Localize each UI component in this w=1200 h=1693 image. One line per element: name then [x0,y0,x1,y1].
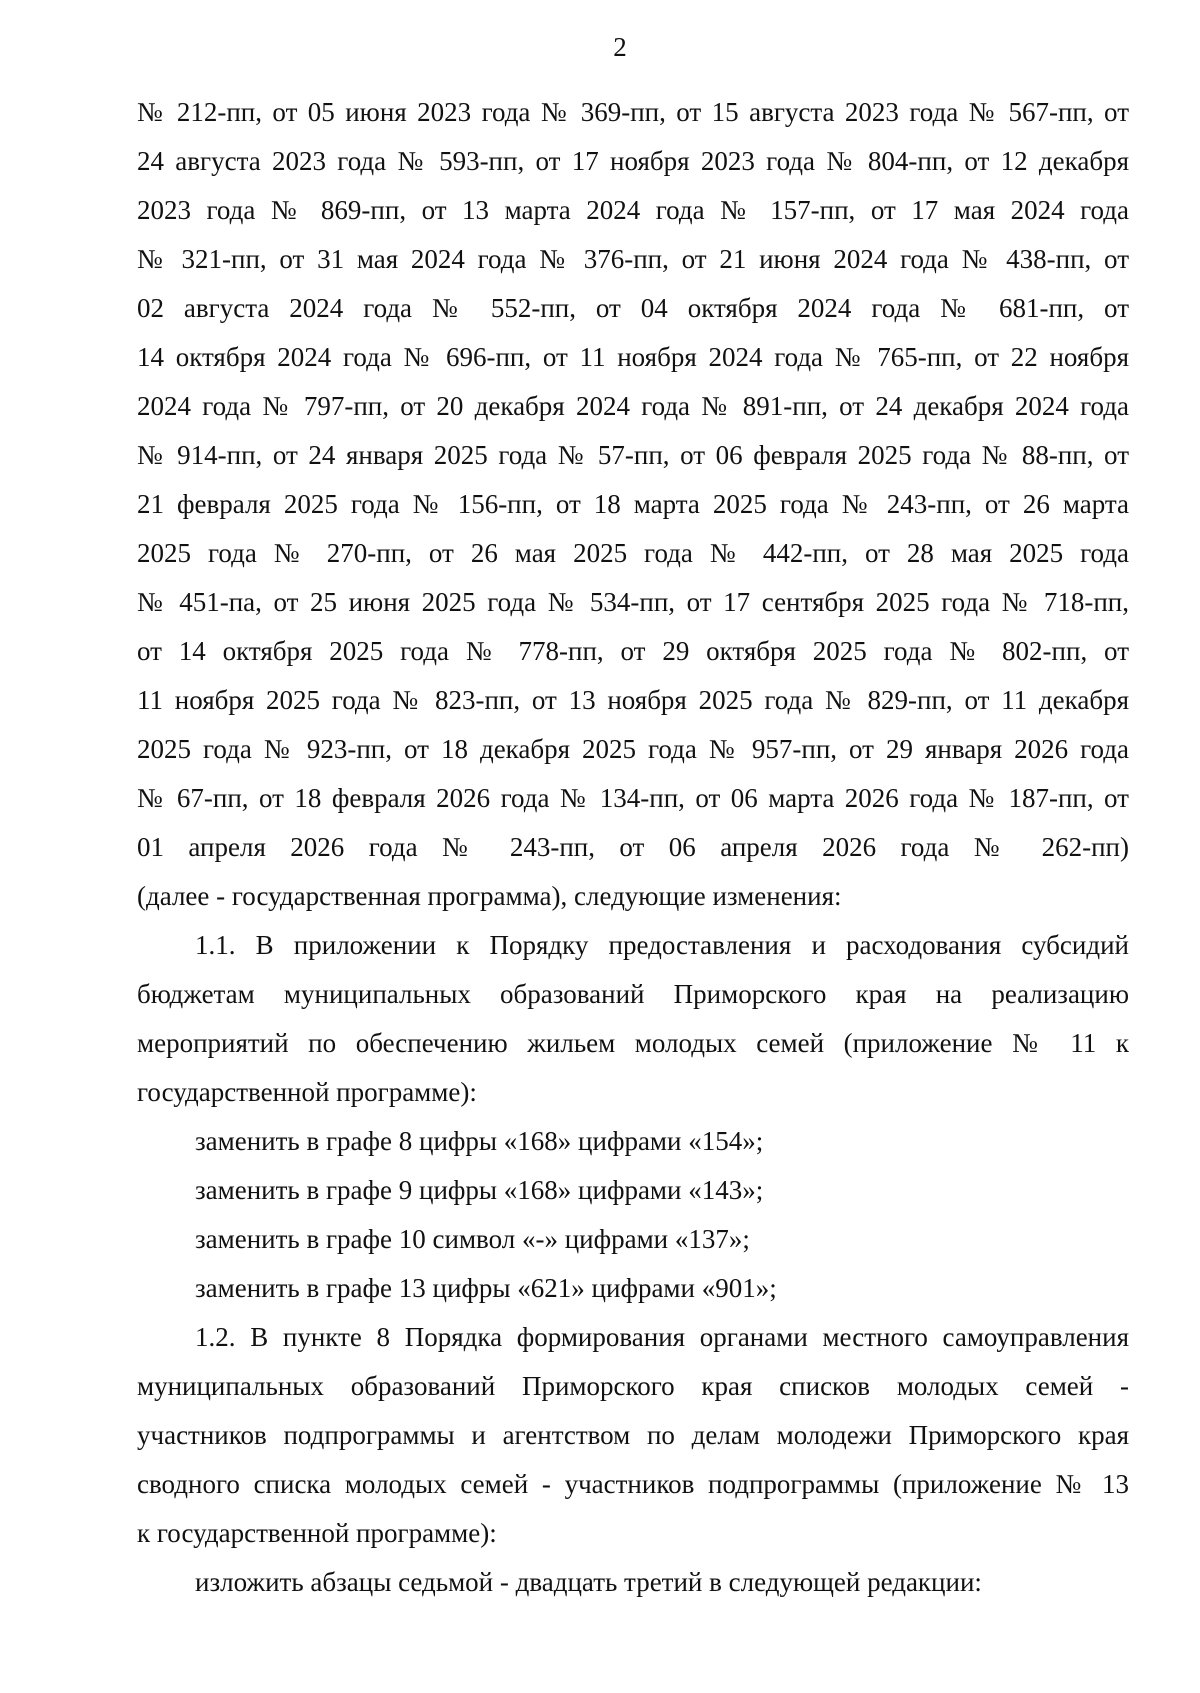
text-line: заменить в графе 9 цифры «168» цифрами «143»; [195,1175,764,1205]
text-line: участников подпрограммы и агентством по делам молодежи Приморского края [137,1420,1129,1450]
text-line: № 321-пп, от 31 мая 2024 года № 376-пп, от 21 июня 2024 года № 438-пп, от [137,244,1129,274]
text-line: изложить абзацы седьмой - двадцать третий в следующей редакции: [195,1567,982,1597]
text-line: № 451-па, от 25 июня 2025 года № 534-пп, от 17 сентября 2025 года № 718-пп, [137,587,1129,617]
text-line: от 14 октября 2025 года № 778-пп, от 29 октября 2025 года № 802-пп, от [137,636,1129,666]
text-line: мероприятий по обеспечению жильем молодых семей (приложение № 11 к [137,1028,1129,1058]
text-line: сводного списка молодых семей - участников подпрограммы (приложение № 13 [137,1469,1129,1499]
text-line: № 67-пп, от 18 февраля 2026 года № 134-пп, от 06 марта 2026 года № 187-пп, от [137,783,1129,813]
text-line: 21 февраля 2025 года № 156-пп, от 18 марта 2025 года № 243-пп, от 26 марта [137,489,1129,519]
text-line: к государственной программе): [137,1518,497,1548]
text-line: бюджетам муниципальных образований Приморского края на реализацию [137,979,1129,1009]
text-line: № 914-пп, от 24 января 2025 года № 57-пп, от 06 февраля 2025 года № 88-пп, от [137,440,1129,470]
page-number: 2 [613,32,627,62]
text-line: 14 октября 2024 года № 696-пп, от 11 ноября 2024 года № 765-пп, от 22 ноября [137,342,1129,372]
document-body [137,88,1129,1607]
text-line: 01 апреля 2026 года № 243-пп, от 06 апреля 2026 года № 262-пп) [137,832,1129,862]
text-line: 2023 года № 869-пп, от 13 марта 2024 года № 157-пп, от 17 мая 2024 года [137,195,1129,225]
text-line: муниципальных образований Приморского края списков молодых семей - [137,1371,1129,1401]
text-line: 2025 года № 923-пп, от 18 декабря 2025 года № 957-пп, от 29 января 2026 года [137,734,1129,764]
text-line: (далее - государственная программа), следующие изменения: [137,881,842,911]
text-line: заменить в графе 13 цифры «621» цифрами «901»; [195,1273,777,1303]
text-line: заменить в графе 10 символ «-» цифрами «137»; [195,1224,750,1254]
text-line: 2024 года № 797-пп, от 20 декабря 2024 года № 891-пп, от 24 декабря 2024 года [137,391,1129,421]
text-line: заменить в графе 8 цифры «168» цифрами «154»; [195,1126,764,1156]
text-line: № 212-пп, от 05 июня 2023 года № 369-пп, от 15 августа 2023 года № 567-пп, от [137,97,1129,127]
text-line: 2025 года № 270-пп, от 26 мая 2025 года № 442-пп, от 28 мая 2025 года [137,538,1129,568]
text-line: 11 ноября 2025 года № 823-пп, от 13 ноября 2025 года № 829-пп, от 11 декабря [137,685,1129,715]
text-line: 24 августа 2023 года № 593-пп, от 17 ноября 2023 года № 804-пп, от 12 декабря [137,146,1129,176]
text-line: 02 августа 2024 года № 552-пп, от 04 октября 2024 года № 681-пп, от [137,293,1129,323]
text-line: 1.2. В пункте 8 Порядка формирования органами местного самоуправления [195,1322,1129,1352]
text-line: 1.1. В приложении к Порядку предоставления и расходования субсидий [195,930,1129,960]
text-line: государственной программе): [137,1077,477,1107]
